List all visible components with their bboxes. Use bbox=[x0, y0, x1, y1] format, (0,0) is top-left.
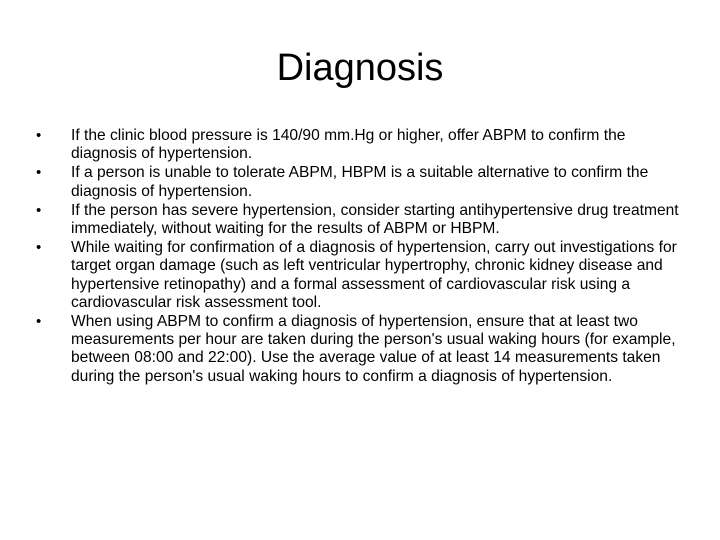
bullet-item bbox=[36, 202, 686, 238]
bullet-dot-icon: • bbox=[36, 313, 42, 331]
bullet-text: If the clinic blood pressure is 140/90 mm.Hg or higher, offer ABPM to confirm the diagnosis of hypertension. bbox=[71, 127, 626, 163]
bullet-dot-icon: • bbox=[36, 127, 42, 144]
bullet-text: If the person has severe hypertension, consider starting antihypertensive drug treatment immediately, without waiting for the results of ABPM or HBPM. bbox=[71, 201, 679, 238]
slide-title: Diagnosis bbox=[276, 47, 444, 89]
bullet-item bbox=[36, 313, 686, 386]
bullet-item bbox=[36, 127, 686, 163]
bullet-text: If a person is unable to tolerate ABPM, HBPM is a suitable alternative to confirm the diagnosis of hypertension. bbox=[71, 164, 649, 200]
bullet-text: While waiting for confirmation of a diagnosis of hypertension, carry out investigations for target organ damage (such as left ventricular hypertrophy, chronic kidney disease and hypertensive retinopathy) and a formal assessment of cardiovascular risk using a cardiovascular risk assessment tool. bbox=[71, 239, 677, 311]
bullet-item bbox=[36, 164, 686, 200]
bullet-list bbox=[36, 127, 686, 387]
bullet-dot-icon: • bbox=[36, 239, 42, 257]
bullet-dot-icon: • bbox=[36, 164, 42, 182]
bullet-dot-icon: • bbox=[36, 201, 42, 219]
bullet-text: When using ABPM to confirm a diagnosis of hypertension, ensure that at least two measurements per hour are taken during the person's usual waking hours (for example, between 08:00 and 22:00). Use the average value of at least 14 measurements taken during the person's usual waking hours to confirm a diagnosis of hypertension. bbox=[71, 313, 676, 385]
bullet-item bbox=[36, 239, 686, 312]
